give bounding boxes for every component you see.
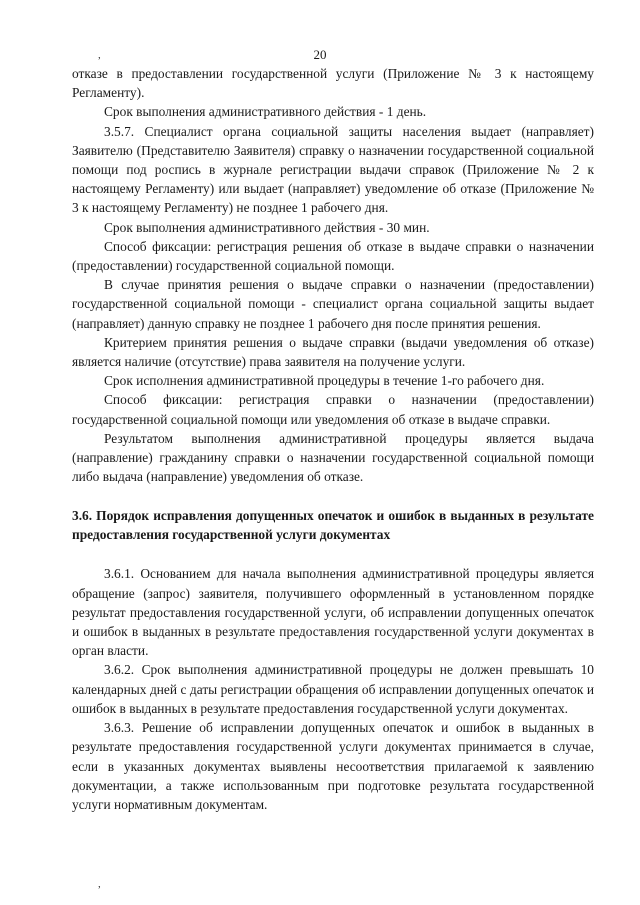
paragraph: Критерием принятия решения о выдаче справки (выдачи уведомления об отказе) является наличие (отсутствие) права заявителя на получение услуги. bbox=[72, 334, 594, 370]
paragraph: Способ фиксации: регистрация справки о назначении (предоставлении) государственной социальной помощи или уведомления об отказе в выдаче справки. bbox=[72, 392, 594, 427]
paragraph: Результатом выполнения административной процедуры является выдача (направление) гражданину справки о назначении государственной социальной помощи либо выдача (направление) уведомления об отказе. bbox=[72, 430, 594, 485]
paragraph: 3.6.1. Основанием для начала выполнения административной процедуры является обращение (запрос) заявителя, получившего оформленный в установленном порядке результат предоставления государственной услуги, об исправлении допущенных опечаток и ошибок в выданных в результате предоставления государственной услуги документах в орган власти. bbox=[72, 566, 594, 659]
paragraph: Срок выполнения административного действия - 1 день. bbox=[104, 104, 427, 120]
paragraph: 3.5.7. Специалист органа социальной защиты населения выдает (направляет) Заявителю (Представителю Заявителя) справку о назначении государственной социальной помощи под роспись в журнале регистрации выдачи справок (Приложение № 2 к настоящему Регламенту) или выдает (направляет) уведомление об отказе (Приложение № 3 к настоящему Регламенту) не позднее 1 рабочего дня. bbox=[72, 123, 594, 216]
paragraph: 3.6.2. Срок выполнения административной процедуры не должен превышать 10 календарных дней с даты регистрации обращения об исправлении допущенных опечаток и ошибок в выданных в результате предоставления государственной услуги документах. bbox=[72, 662, 594, 716]
scan-mark: , bbox=[98, 49, 101, 61]
scan-mark: , bbox=[98, 878, 101, 890]
paragraph: В случае принятия решения о выдаче справки о назначении (предоставлении) государственной социальной помощи - специалист органа социальной защиты выдает (направляет) данную справку не позднее 1 рабочего дня после принятия решения. bbox=[72, 277, 594, 331]
paragraph: 3.6.3. Решение об исправлении допущенных опечаток и ошибок в выданных в результате предоставления государственной услуги документах принимается в случае, если в указанных документах выявлены несоответствия прилагаемой к заявлению документации, а также использованным при подготовке результата государственной услуги нормативным документам. bbox=[72, 720, 594, 812]
paragraph: Срок исполнения административной процедуры в течение 1-го рабочего дня. bbox=[104, 373, 545, 389]
paragraph: отказе в предоставлении государственной услуги (Приложение № 3 к настоящему Регламенту). bbox=[72, 66, 594, 101]
paragraph: Способ фиксации: регистрация решения об отказе в выдаче справки о назначении (предоставлении) государственной социальной помощи. bbox=[72, 238, 594, 274]
section-gap bbox=[72, 552, 594, 564]
document-body bbox=[72, 64, 594, 814]
section-heading: 3.6. Порядок исправления допущенных опечаток и ошибок в выданных в результате предоставления государственной услуги документах bbox=[72, 508, 594, 543]
page-number: 20 bbox=[313, 47, 327, 62]
paragraph: Срок выполнения административного действия - 30 мин. bbox=[104, 219, 430, 235]
